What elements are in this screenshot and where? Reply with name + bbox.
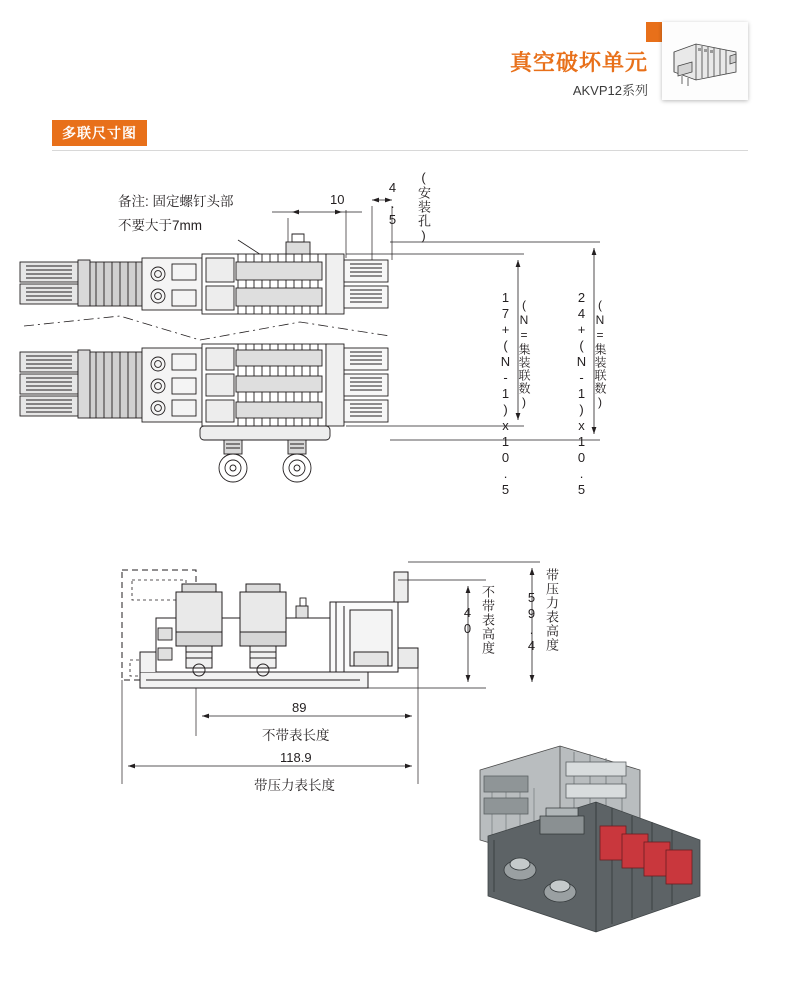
product-thumbnail	[662, 22, 748, 100]
drawing-canvas	[0, 150, 800, 1000]
manifold-valve-unit-thumbnail-icon	[662, 22, 748, 100]
section-title: 多联尺寸图	[52, 120, 147, 146]
length-with-gauge-label: 带压力表长度	[254, 778, 335, 793]
length-with-gauge-value: 118.9	[280, 750, 312, 765]
page-title: 真空破坏单元	[509, 50, 648, 75]
top-assembly-drawing	[0, 150, 800, 570]
height-no-gauge-label: 不带表高度	[480, 585, 495, 655]
length-no-gauge-value: 89	[292, 700, 307, 715]
height-no-gauge-value: 40	[460, 605, 475, 637]
dim-inner-note: (N=集装联数)	[517, 298, 531, 410]
length-no-gauge-label: 不带表长度	[262, 728, 330, 743]
note-line-1: 备注: 固定螺钉头部	[118, 194, 234, 209]
mount-hole-label: (安装孔)	[416, 170, 431, 244]
side-view-drawing	[0, 540, 800, 960]
height-with-gauge-label: 带压力表高度	[544, 568, 559, 652]
section-divider	[52, 120, 748, 151]
header-accent-block	[646, 22, 662, 42]
dim-outer-label: 24+(N-1)x10.5	[574, 290, 589, 498]
dim-outer-note: (N=集装联数)	[593, 298, 607, 410]
series-label: AKVP12系列	[572, 83, 648, 98]
page-header	[0, 0, 800, 112]
dim-inner-label: 17+(N-1)x10.5	[498, 290, 513, 498]
dim-4-5-label: 4.5	[385, 180, 400, 228]
manifold-valve-unit-photo-icon	[480, 746, 700, 932]
height-with-gauge-value: 59.4	[524, 590, 539, 654]
note-line-2: 不要大于7mm	[118, 218, 202, 233]
dim-10-label: 10	[330, 192, 345, 207]
